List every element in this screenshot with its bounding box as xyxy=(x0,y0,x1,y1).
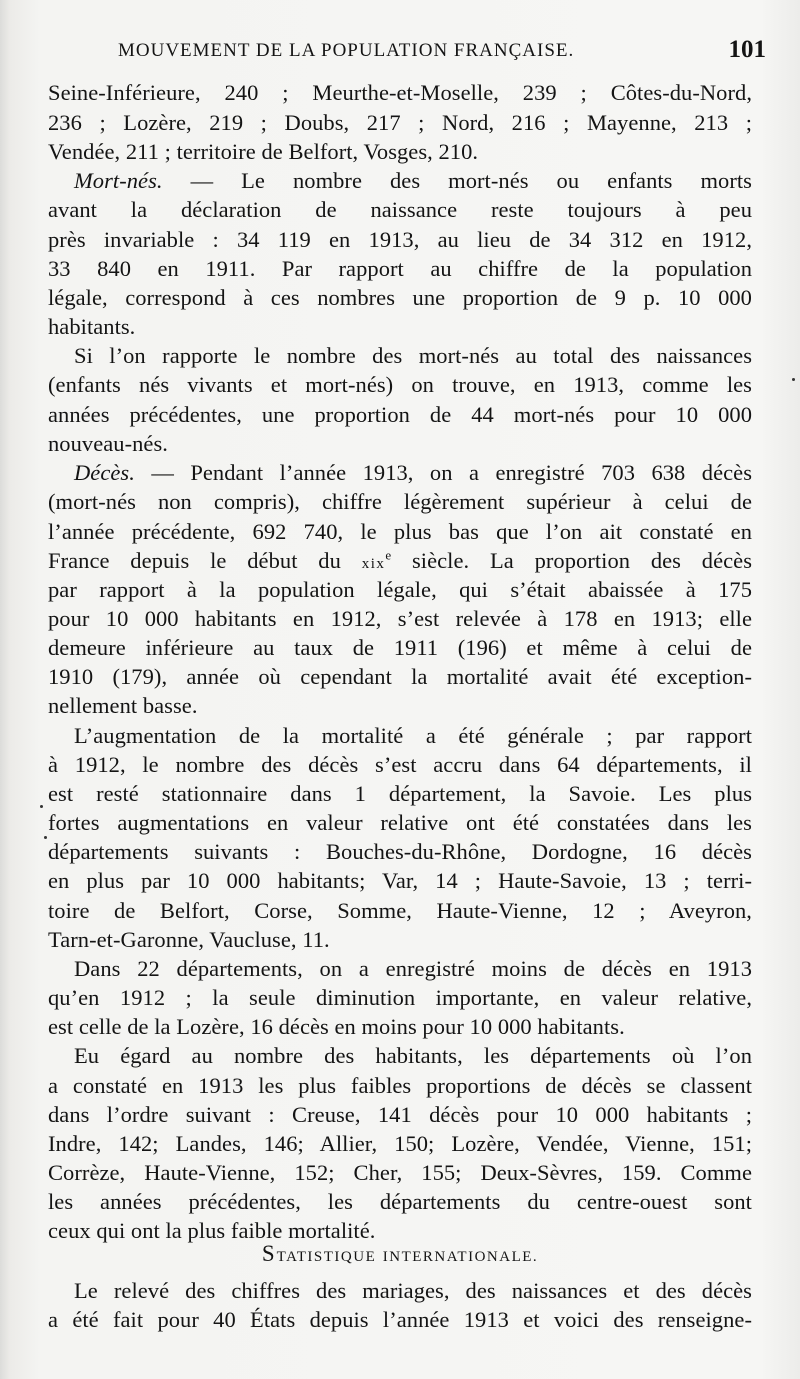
text-line xyxy=(74,166,752,196)
roman-numeral: xix xyxy=(361,556,386,572)
text-line: près invariable : 34 119 en 1913, au lieu de 34 312 en 1912, xyxy=(48,227,752,252)
run-in-heading: Mort-nés. xyxy=(74,168,163,193)
run-in-heading: Décès. xyxy=(74,460,135,485)
text-line: ceux qui ont la plus faible mortalité. xyxy=(48,1218,376,1243)
text-line: habitants. xyxy=(48,314,136,339)
text-line: nellement basse. xyxy=(48,693,198,718)
text-line: Si l’on rapporte le nombre des mort-nés au total des naissances xyxy=(74,343,752,368)
heading-word: TATISTIQUE xyxy=(276,1249,377,1265)
text-line: Vendée, 211 ; territoire de Belfort, Vosges, 210. xyxy=(48,139,479,164)
running-head xyxy=(118,36,766,66)
text-line: à 1912, le nombre des décès s’est accru dans 64 départements, il xyxy=(48,752,752,777)
text-run: France depuis le début du xyxy=(48,548,362,573)
print-speck xyxy=(40,805,43,808)
print-speck xyxy=(44,836,47,839)
text-line: demeure inférieure au taux de 1911 (196) et même à celui de xyxy=(48,635,752,660)
text-line: 33 840 en 1911. Par rapport au chiffre de la population xyxy=(48,256,752,281)
text-line: qu’en 1912 ; la seule diminution importante, en valeur relative, xyxy=(48,985,752,1010)
text-line: (mort-nés non compris), chiffre légèrement supérieur à celui de xyxy=(48,489,752,514)
text-line: est celle de la Lozère, 16 décès en moins pour 10 000 habitants. xyxy=(48,1014,625,1039)
text-line: 1910 (179), année où cependant la mortalité avait été exception- xyxy=(48,664,752,689)
text-run: — Le nombre des mort-nés ou enfants morts xyxy=(162,168,752,193)
text-line: L’augmentation de la mortalité a été générale ; par rapport xyxy=(74,723,752,748)
text-line: fortes augmentations en valeur relative ont été constatées dans les xyxy=(48,810,752,835)
text-line: toire de Belfort, Corse, Somme, Haute-Vienne, 12 ; Aveyron, xyxy=(48,898,752,923)
running-title: MOUVEMENT DE LA POPULATION FRANÇAISE. xyxy=(118,40,575,61)
text-line: pour 10 000 habitants en 1912, s’est relevée à 178 en 1913; elle xyxy=(48,606,752,631)
text-line xyxy=(48,546,752,576)
text-line: avant la déclaration de naissance reste toujours à peu xyxy=(48,197,752,222)
text-line: a constaté en 1913 les plus faibles proportions de décès se classent xyxy=(48,1073,752,1098)
heading-word: INTERNATIONALE. xyxy=(382,1249,539,1265)
text-line: Le relevé des chiffres des mariages, des naissances et des décès xyxy=(74,1278,752,1303)
text-line: l’année précédente, 692 740, le plus bas que l’on ait constaté en xyxy=(48,519,752,544)
section-heading xyxy=(0,1242,800,1269)
text-line: Seine-Inférieure, 240 ; Meurthe-et-Moselle, 239 ; Côtes-du-Nord, xyxy=(48,80,752,105)
page-number: 101 xyxy=(728,36,766,63)
text-line: départements suivants : Bouches-du-Rhône, Dordogne, 16 décès xyxy=(48,839,752,864)
text-line: dans l’ordre suivant : Creuse, 141 décès pour 10 000 habitants ; xyxy=(48,1102,752,1127)
text-line: Corrèze, Haute-Vienne, 152; Cher, 155; Deux-Sèvres, 159. Comme xyxy=(48,1160,752,1185)
text-line: légale, correspond à ces nombres une proportion de 9 p. 10 000 xyxy=(48,285,752,310)
text-line: par rapport à la population légale, qui s’était abaissée à 175 xyxy=(48,577,752,602)
text-line xyxy=(74,458,752,488)
text-line: nouveau-nés. xyxy=(48,431,168,456)
heading-initial: S xyxy=(261,1241,277,1266)
text-line: (enfants nés vivants et mort-nés) on trouve, en 1913, comme les xyxy=(48,372,752,397)
text-run: — Pendant l’année 1913, on a enregistré 703 638 décès xyxy=(134,460,752,485)
text-line: 236 ; Lozère, 219 ; Doubs, 217 ; Nord, 216 ; Mayenne, 213 ; xyxy=(48,110,752,135)
text-line: a été fait pour 40 États depuis l’année 1913 et voici des renseigne- xyxy=(48,1307,752,1332)
text-line: Dans 22 départements, on a enregistré moins de décès en 1913 xyxy=(74,956,752,981)
text-line: années précédentes, une proportion de 44 mort-nés pour 10 000 xyxy=(48,402,752,427)
text-line: en plus par 10 000 habitants; Var, 14 ; Haute-Savoie, 13 ; terri- xyxy=(48,868,752,893)
text-line: est resté stationnaire dans 1 département, la Savoie. Les plus xyxy=(48,781,752,806)
text-line: Indre, 142; Landes, 146; Allier, 150; Lozère, Vendée, Vienne, 151; xyxy=(48,1131,752,1156)
superscript: e xyxy=(385,547,392,563)
text-run: siècle. La proportion des décès xyxy=(391,548,752,573)
text-line: les années précédentes, les départements du centre-ouest sont xyxy=(48,1189,752,1214)
text-line: Eu égard au nombre des habitants, les départements où l’on xyxy=(74,1043,752,1068)
print-speck xyxy=(792,378,795,381)
text-line: Tarn-et-Garonne, Vaucluse, 11. xyxy=(48,927,330,952)
